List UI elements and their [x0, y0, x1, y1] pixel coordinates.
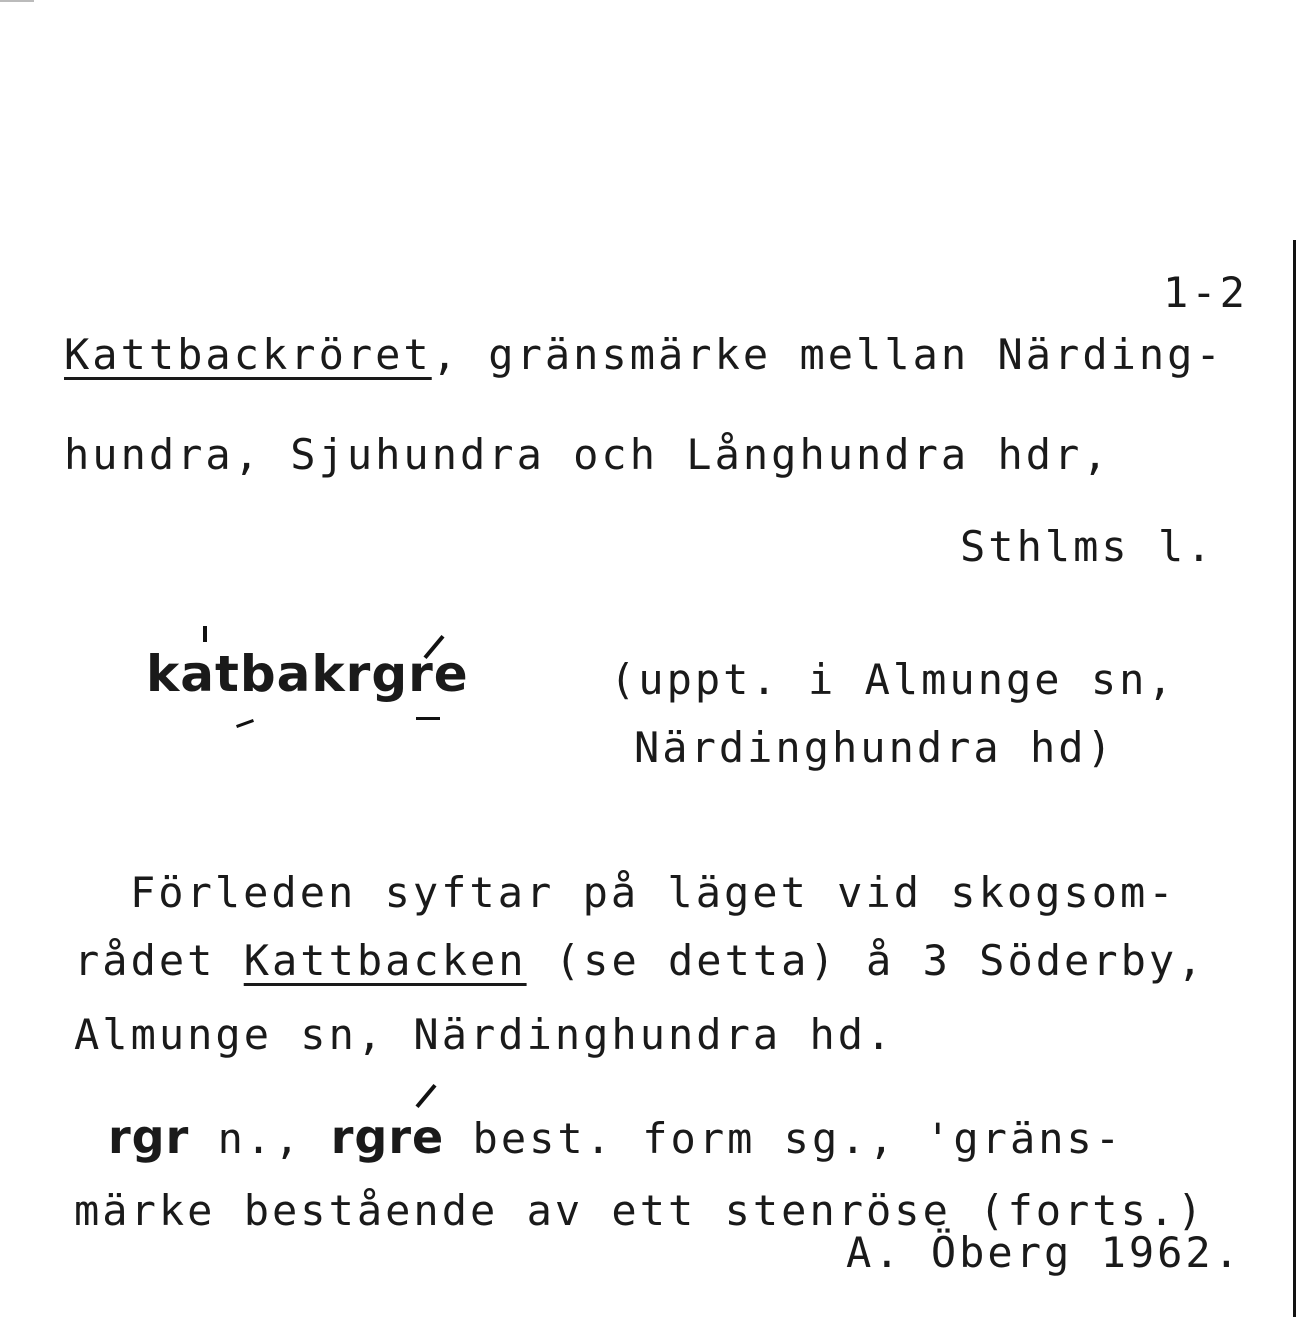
- cross-reference: Kattbacken: [243, 936, 527, 985]
- phonetic-term-definite: rgre: [330, 1110, 445, 1164]
- macron-mark: [416, 717, 440, 720]
- phonetic-term-indefinite: rgr: [108, 1110, 190, 1164]
- card-number: 1-2: [1163, 268, 1248, 317]
- phonetic-transcription: katbakrgre: [146, 645, 469, 703]
- paragraph1-line1: Förleden syftar på läget vid skogsom-: [130, 868, 1177, 917]
- paragraph2-line2: märke bestående av ett stenröse (forts.): [74, 1186, 1206, 1235]
- definition-line2: hundra, Sjuhundra och Långhundra hdr,: [64, 430, 1111, 479]
- card-right-edge: [1293, 240, 1296, 1317]
- paragraph2-line1: rgr n., rgre best. form sg., 'gräns-: [108, 1110, 1124, 1164]
- signature: A. Öberg 1962.: [846, 1228, 1243, 1277]
- paragraph1-line3: Almunge sn, Närdinghundra hd.: [74, 1010, 895, 1059]
- county-abbrev: Sthlms l.: [960, 522, 1215, 571]
- stress-mark: [203, 626, 207, 642]
- headword-line: [64, 330, 1224, 379]
- definition-line1: , gränsmärke mellan Närding-: [431, 330, 1224, 379]
- tilde-mark: [236, 719, 254, 728]
- scan-speck: [0, 0, 34, 2]
- paragraph1-line2: rådet Kattbacken (se detta) å 3 Söderby,: [74, 936, 1206, 985]
- headword: Kattbackröret: [64, 330, 432, 379]
- source-line1: (uppt. i Almunge sn,: [610, 655, 1176, 704]
- source-line2: Närdinghundra hd): [634, 723, 1115, 772]
- accent-mark-2: [415, 1084, 436, 1108]
